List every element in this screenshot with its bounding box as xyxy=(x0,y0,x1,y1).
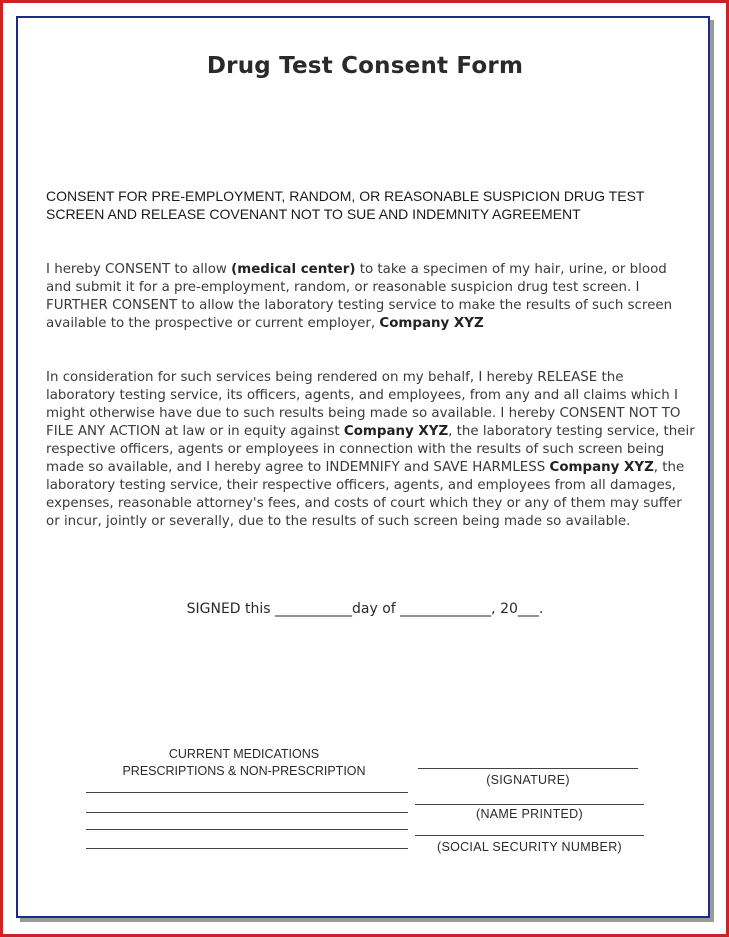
paragraph-text: , the laboratory testing service, their respective officers, agents or employees in connection with the results of such screen being made so available, and I hereby agree to INDEMNIFY and SAVE HARMLESS xyxy=(46,424,695,475)
company-name: Company XYZ xyxy=(343,424,449,439)
medications-title: CURRENT MEDICATIONS xyxy=(168,747,320,761)
medication-blank-line xyxy=(86,792,408,793)
medication-blank-line xyxy=(86,848,408,849)
name-printed-label: (NAME PRINTED) xyxy=(476,807,583,821)
medications-subtitle: PRESCRIPTIONS & NON-PRESCRIPTION xyxy=(122,764,366,778)
consent-heading: CONSENT FOR PRE-EMPLOYMENT, RANDOM, OR REASONABLE SUSPICION DRUG TEST SCREEN AND RELEASE COVENANT NOT TO SUE AND INDEMNITY AGREEMENT xyxy=(46,188,645,222)
signature-line xyxy=(418,768,638,769)
signature-label: (SIGNATURE) xyxy=(486,773,570,787)
name-printed-line xyxy=(415,804,644,805)
ssn-label: (SOCIAL SECURITY NUMBER) xyxy=(436,840,622,854)
company-name: Company XYZ xyxy=(549,460,654,475)
paragraph-text: , the laboratory testing service, their respective officers, agents, and employees from all damages, expenses, reasonable attorney's fees, and costs of court which they or any of them may suffer or incur, jointly or severally, due to the results of such screen being made so available. xyxy=(46,460,685,529)
paragraph-text: I hereby CONSENT to allow xyxy=(46,262,232,277)
paragraph-text: In consideration for such services being rendered on my behalf, I hereby RELEASE the laboratory testing service, its officers, agents, and employees, from any and all claims which I might otherwise have due to such results being made so available. I hereby CONSENT NOT TO FILE ANY ACTION at law or in equity against xyxy=(46,370,681,439)
ssn-line xyxy=(415,835,644,836)
document-page xyxy=(16,16,710,918)
consent-paragraph xyxy=(46,261,696,333)
release-paragraph xyxy=(46,369,696,531)
signed-date-line: SIGNED this ___________day of _____________, 20___. xyxy=(186,601,544,617)
company-name: Company XYZ xyxy=(379,316,484,331)
current-medications-heading xyxy=(78,746,418,780)
paragraph-text: to take a specimen of my hair, urine, or blood and submit it for a pre-employment, random, or reasonable suspicion drug test screen. I FURTHER CONSENT to allow the laboratory testing service to make the results of such screen available to the prospective or current employer, xyxy=(46,262,673,331)
medication-blank-line xyxy=(86,829,408,830)
medical-center-placeholder: (medical center) xyxy=(231,262,356,277)
page-title: Drug Test Consent Form xyxy=(206,53,524,79)
medication-blank-line xyxy=(86,812,408,813)
